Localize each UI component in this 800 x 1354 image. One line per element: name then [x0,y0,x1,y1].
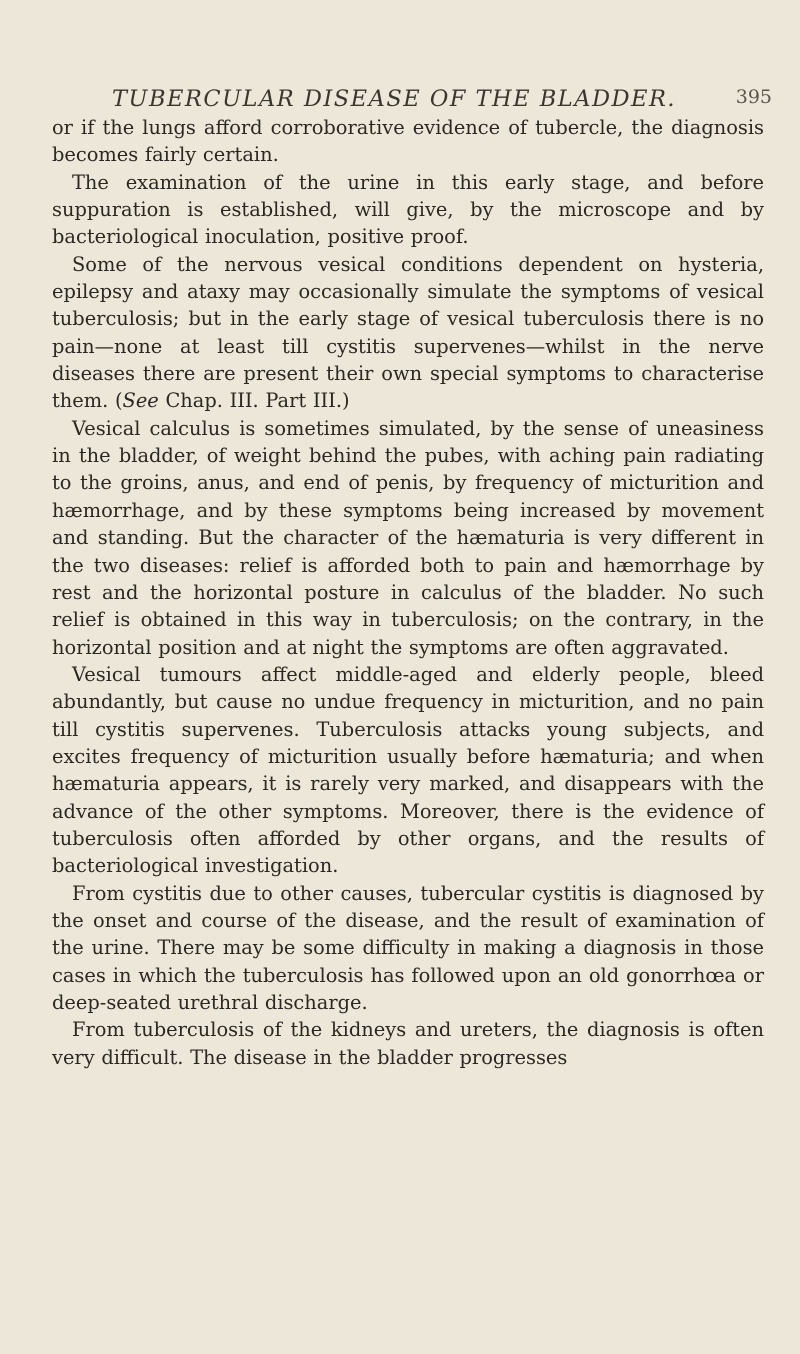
paragraph-4: Vesical calculus is sometimes simulated, by the sense of uneasiness in the bladder, of weight behind the pubes, with aching pain radiating to the groins, anus, and end of penis, by frequency of micturition and hæmorrhage, and by these symptoms being increased by movement and standing. But the character of the hæmaturia is very different in the two diseases: relief is afforded both to pain and hæmorrhage by rest and the horizontal posture in calculus of the bladder. No such relief is obtained in this way in tuberculosis; on the contrary, in the horizontal position and at night the symptoms are often aggravated. [52,416,764,659]
body-text [52,114,764,1071]
running-head [112,86,772,116]
cross-reference-target: Chap. III. Part III. [158,389,342,413]
paragraph-3: Some of the nervous vesical conditions dependent on hysteria, epilepsy and ataxy may occasionally simulate the symptoms of vesical tuberculosis; but in the early stage of vesical tuberculosis there is no pain—none at least till cystitis supervenes—whilst in the nerve diseases there are present their own special symptoms to characterise them. (See Chap. III. Part III.) [52,252,764,413]
paragraph-7: From tuberculosis of the kidneys and ureters, the diagnosis is often very difficult. The disease in the bladder progresses [52,1018,764,1069]
running-title: TUBERCULAR DISEASE OF THE BLADDER. [112,86,677,112]
paragraph-1: or if the lungs afford corroborative evidence of tubercle, the diagnosis becomes fairly certain. [52,116,764,167]
paragraph-3-text: Some of the nervous vesical conditions dependent on hysteria, epilepsy and ataxy may occasionally simulate the symptoms of vesical tuberculosis; but in the early stage of vesical tuberculosis there is no pain—none at least till cystitis supervenes—whilst in the nerve diseases there are present their own special symptoms to characterise them. [52,252,764,413]
paragraph-6: From cystitis due to other causes, tubercular cystitis is diagnosed by the onset and course of the disease, and the result of examination of the urine. There may be some difficulty in making a diagnosis in those cases in which the tuberculosis has followed upon an old gonorrhœa or deep-seated urethral discharge. [52,881,764,1014]
paragraph-2: The examination of the urine in this early stage, and before suppuration is established, will give, by the microscope and by bacteriological inoculation, positive proof. [52,170,764,249]
page-number: 395 [735,86,772,108]
cross-reference-see: See [122,389,159,413]
paragraph-5: Vesical tumours affect middle-aged and elderly people, bleed abundantly, but cause no undue frequency in micturition, and no pain till cystitis supervenes. Tuberculosis attacks young subjects, and excites frequency of micturition usually before hæmaturia; and when hæmaturia appears, it is rarely very marked, and disappears with the advance of the other symptoms. Moreover, there is the evidence of tuberculosis often afforded by other organs, and the results of bacteriological investigation. [52,662,764,878]
